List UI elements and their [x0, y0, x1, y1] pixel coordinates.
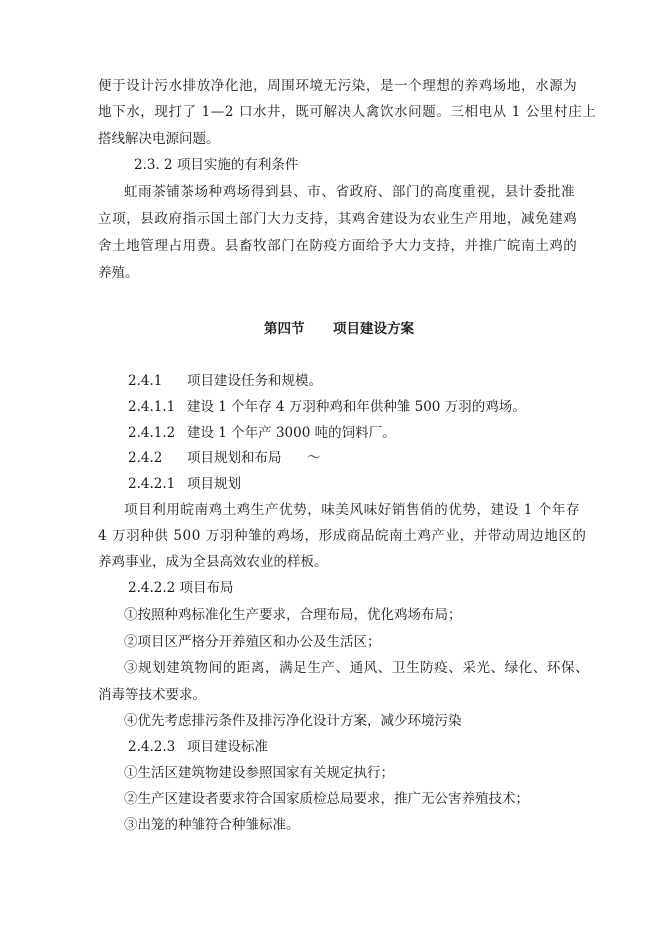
planning-line-3: 养鸡事业，成为全县高效农业的样板。 [98, 554, 328, 570]
item-2-4-2-text: 项目规划和布局 [187, 450, 282, 466]
layout-point-4: ④优先考虑排污条件及排污净化设计方案，减少环境污染 [124, 713, 462, 729]
layout-point-3-line-2: 消毒等技术要求。 [98, 687, 206, 703]
layout-point-3-line-1: ③规划建筑物间的距离，满足生产、通风、卫生防疫、采光、绿化、环保、 [124, 660, 590, 676]
intro-line-2: 地下水，现打了 1—2 口水井，既可解决人禽饮水问题。三相电从 1 公里村庄上 [98, 104, 597, 120]
layout-heading: 2.4.2.2 项目布局 [128, 580, 234, 596]
standards-point-3: ③出笼的种雏符合种雏标准。 [124, 817, 300, 833]
tilde-mark: ～ [307, 450, 321, 466]
planning-line-1: 项目利用皖南鸡土鸡生产优势，味美风味好销售俏的优势，建设 1 个年存 [124, 502, 581, 518]
item-2-4-1-1-number: 2.4.1.1 [128, 399, 176, 415]
item-2-4-2-1-text: 项目规划 [187, 476, 241, 492]
item-2-4-2-1-number: 2.4.2.1 [128, 476, 176, 492]
section-2-3-2-heading: 2.3. 2 项目实施的有利条件 [134, 157, 299, 173]
item-2-4-1-2-number: 2.4.1.2 [128, 425, 176, 441]
standards-point-1: ①生活区建筑物建设参照国家有关规定执行； [124, 765, 394, 781]
layout-point-2: ②项目区严格分开养殖区和办公及生活区； [124, 634, 381, 650]
item-2-4-1-number: 2.4.1 [128, 373, 163, 389]
section-title: 项目建设方案 [333, 321, 414, 337]
sec232-line-4: 养殖。 [98, 265, 139, 281]
layout-point-1: ①按照种鸡标准化生产要求，合理布局，优化鸡场布局； [124, 607, 462, 623]
item-2-4-1-1-text: 建设 1 个年存 4 万羽种鸡和年供种雏 500 万羽的鸡场。 [187, 399, 526, 415]
standards-point-2: ②生产区建设者要求符合国家质检总局要求，推广无公害养殖技术； [124, 791, 529, 807]
section-label: 第四节 [264, 321, 305, 337]
intro-line-1: 便于设计污水排放净化池，周围环境无污染，是一个理想的养鸡场地，水源为 [98, 78, 578, 94]
item-2-4-2-number: 2.4.2 [128, 450, 163, 466]
item-2-4-1-2-text: 建设 1 个年产 3000 吨的饲料厂。 [187, 425, 396, 441]
sec232-line-1: 虹雨茶铺茶场种鸡场得到县、市、省政府、部门的高度重视，县计委批准 [124, 184, 576, 200]
sec232-line-2: 立项，县政府指示国土部门大力支持，其鸡舍建设为农业生产用地，减免建鸡 [98, 211, 578, 227]
standards-number: 2.4.2.3 [128, 739, 176, 755]
sec232-line-3: 舍土地管理占用费。县畜牧部门在防疫方面给予大力支持，并推广皖南土鸡的 [98, 238, 578, 254]
standards-heading: 项目建设标准 [187, 739, 268, 755]
intro-line-3: 搭线解决电源问题。 [98, 131, 220, 147]
planning-line-2: 4 万羽种供 500 万羽种雏的鸡场，形成商品皖南土鸡产业，并带动周边地区的 [98, 528, 587, 544]
item-2-4-1-text: 项目建设任务和规模。 [187, 373, 322, 389]
